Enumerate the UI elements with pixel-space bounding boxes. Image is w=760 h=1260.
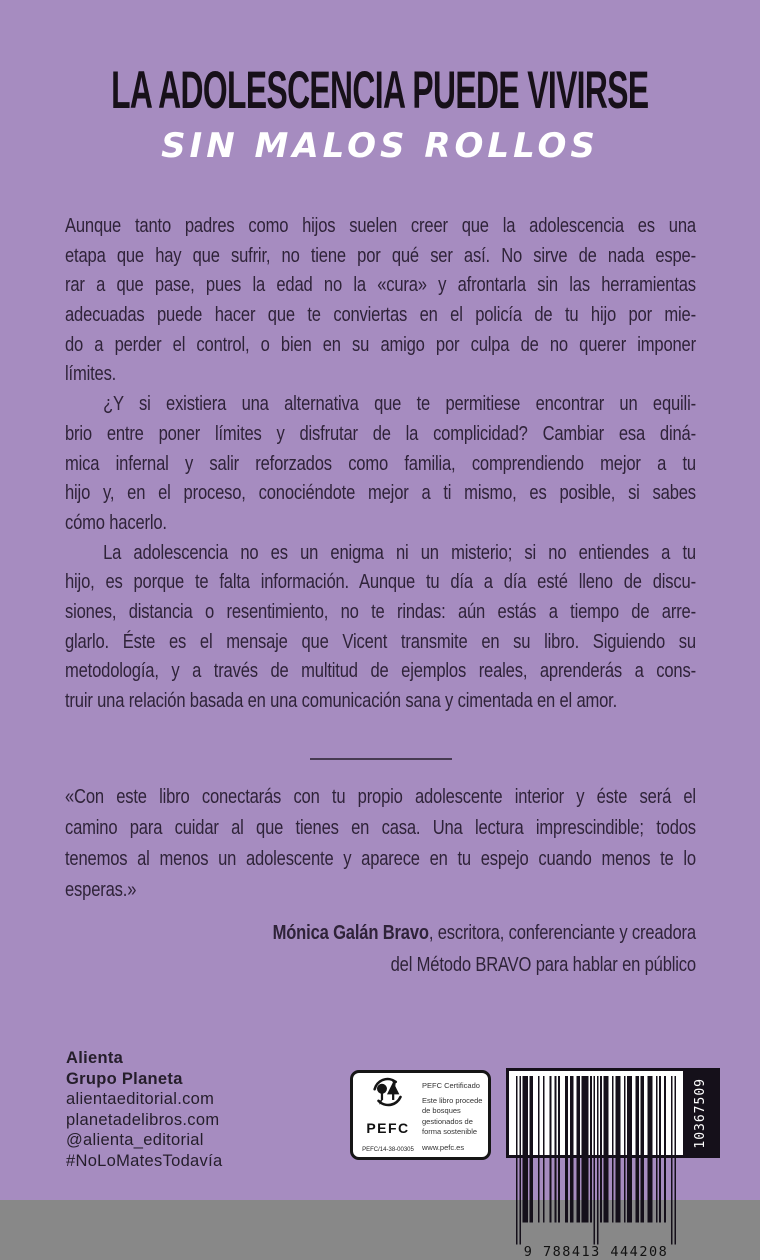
- body-line: do a perder el control, o bien en su amigo por culpa de no querer imponer: [65, 333, 696, 356]
- review-quote: [65, 782, 696, 906]
- body-line: etapa que hay que sufrir, no tiene por qué ser así. No sirve de nada espe-: [65, 244, 696, 267]
- barcode-side-strip: [683, 1071, 717, 1155]
- book-title-line2: SIN MALOS ROLLOS: [161, 126, 599, 166]
- body-line: hijo, es porque te falta información. Aunque tu día a día esté lleno de discu-: [65, 571, 696, 594]
- divider-rule: [310, 758, 452, 760]
- review-attribution: [65, 917, 696, 981]
- isbn-number: 9 788413 444208: [523, 1244, 669, 1260]
- attribution-line2: del Método BRAVO para hablar en público: [390, 954, 696, 976]
- body-line: glarlo. Éste es el mensaje que Vicent transmite en su libro. Siguiendo su: [65, 630, 696, 653]
- attribution-line1: [65, 917, 696, 949]
- barcode-panel: [509, 1071, 683, 1260]
- pefc-wordmark: PEFC: [366, 1120, 410, 1136]
- body-line: hijo y, en el proceso, conociéndote mejor a ti mismo, es posible, si sabes: [65, 482, 696, 505]
- pefc-certificate-number: PEFC/14-38-00305: [362, 1147, 414, 1153]
- body-line: límites.: [65, 363, 117, 386]
- body-line: siones, distancia o resentimiento, no te rindas: aún estás a tiempo de arre-: [65, 600, 696, 623]
- reviewer-name: Mónica Galán Bravo: [272, 922, 429, 944]
- body-line: cómo hacerlo.: [65, 511, 167, 534]
- barcode-box: [506, 1068, 720, 1260]
- publisher-line: Grupo Planeta: [66, 1069, 183, 1088]
- body-line: adecuadas puede hacer que te conviertas en el policía de tu hijo por mie-: [65, 304, 696, 327]
- publisher-line: @alienta_editorial: [66, 1131, 204, 1149]
- body-line: Aunque tanto padres como hijos suelen creer que la adolescencia es una: [65, 215, 696, 237]
- pefc-title: PEFC Certificado: [422, 1081, 480, 1090]
- pefc-left-column: [359, 1078, 417, 1153]
- body-text: [65, 212, 696, 717]
- body-line: metodología, y a través de multitud de ejemplos reales, aprenderás a cons-: [65, 660, 696, 683]
- quote-line: tenemos al menos un adolescente y aparece en tu espejo cuando menos te lo: [65, 848, 696, 870]
- publisher-line: #NoLoMatesTodavía: [66, 1151, 223, 1170]
- publisher-info: [66, 1048, 222, 1171]
- body-line: truir una relación basada en una comunicación sana y cimentada en el amor.: [65, 690, 618, 712]
- pefc-right-column: [422, 1078, 483, 1153]
- body-line: ¿Y si existiera una alternativa que te permitiese encontrar un equili-: [103, 393, 696, 416]
- body-line: mica infernal y salir reforzados como familia, comprendiendo mejor a tu: [65, 452, 696, 475]
- body-line: rar a que pase, pues la edad no la «cura» y afrontarla sin las herramientas: [65, 274, 696, 297]
- pefc-description: Este libro procede de bosques gestionados de forma sostenible: [422, 1095, 483, 1136]
- body-line: brio entre poner límites y disfrutar de la complicidad? Cambiar esa diná-: [65, 422, 696, 445]
- pefc-url: www.pefc.es: [422, 1143, 465, 1152]
- pefc-certification-box: [350, 1070, 491, 1160]
- publisher-line: Alienta: [66, 1049, 124, 1067]
- publisher-line: alientaeditorial.com: [66, 1090, 215, 1108]
- quote-line: camino para cuidar al que tienes en casa. Una lectura imprescindible; todos: [65, 817, 696, 839]
- reviewer-role: , escritora, conferenciante y creadora: [428, 922, 696, 944]
- book-title-line1: LA ADOLESCENCIA PUEDE VIVIRSE: [111, 61, 649, 120]
- product-code: 10367509: [692, 1077, 708, 1149]
- pefc-trees-logo-icon: [370, 1078, 406, 1109]
- quote-line: «Con este libro conectarás con tu propio adolescente interior y éste será el: [65, 786, 696, 808]
- publisher-line: planetadelibros.com: [66, 1110, 220, 1129]
- body-line: La adolescencia no es un enigma ni un misterio; si no entiendes a tu: [103, 541, 696, 564]
- quote-line: esperas.»: [65, 879, 137, 901]
- ean-barcode-icon: [516, 1076, 676, 1244]
